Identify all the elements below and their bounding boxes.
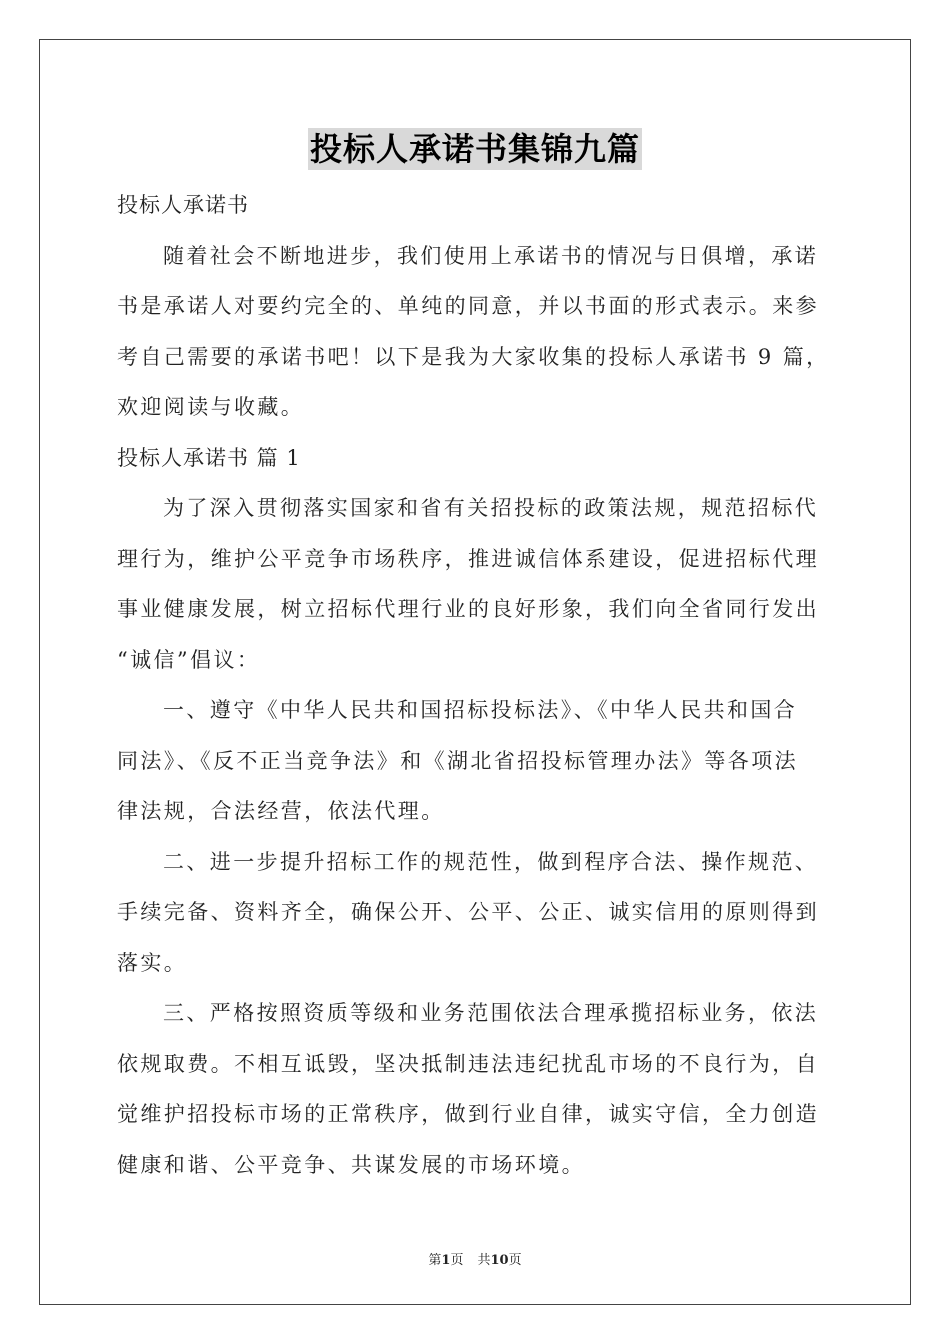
section-heading: 投标人承诺书 篇 1	[117, 445, 301, 470]
text-line: 随着社会不断地进步，我们使用上承诺书的情况与日俱增，承诺	[163, 243, 819, 268]
text-line: 觉维护招投标市场的正常秩序，做到行业自律，诚实守信，全力创造	[117, 1102, 819, 1126]
text-line: 同法》、《反不正当竞争法》和《湖北省招投标管理办法》等各项法	[117, 748, 798, 773]
text-line: 事业健康发展，树立招标代理行业的良好形象，我们向全省同行发出	[117, 597, 819, 621]
text-line: 考自己需要的承诺书吧！以下是我为大家收集的投标人承诺书 9 篇，	[117, 344, 830, 369]
page-suffix: 页	[450, 1253, 464, 1268]
text-line: 手续完备、资料齐全，确保公开、公平、公正、诚实信用的原则得到	[117, 900, 819, 924]
text-line: “诚信”倡议：	[117, 647, 261, 672]
section-heading: 投标人承诺书	[117, 193, 249, 217]
text-line: 欢迎阅读与收藏。	[117, 395, 305, 419]
total-page-count: 10	[490, 1253, 509, 1268]
text-line: 为了深入贯彻落实国家和省有关招投标的政策法规，规范招标代	[163, 496, 819, 520]
text-line: 书是承诺人对要约完全的、单纯的同意，并以书面的形式表示。来参	[117, 294, 819, 318]
text-line: 律法规，合法经营，依法代理。	[117, 799, 445, 823]
text-line: 一、遵守《中华人民共和国招标投标法》、《中华人民共和国合	[163, 698, 798, 722]
document-title: 投标人承诺书集锦九篇	[309, 130, 640, 168]
text-line: 二、进一步提升招标工作的规范性，做到程序合法、操作规范、	[163, 849, 819, 874]
page-footer	[0, 1249, 950, 1268]
text-line: 三、严格按照资质等级和业务范围依法合理承揽招标业务，依法	[163, 1001, 819, 1025]
text-line: 健康和谐、公平竞争、共谋发展的市场环境。	[117, 1152, 585, 1177]
current-page-number: 1	[441, 1253, 451, 1268]
text-line: 依规取费。不相互诋毁，坚决抵制违法违纪扰乱市场的不良行为，自	[117, 1051, 819, 1076]
text-line: 落实。	[117, 950, 188, 975]
title-container	[0, 128, 950, 170]
document-body	[117, 180, 833, 1190]
total-prefix: 共	[477, 1253, 491, 1268]
page-prefix: 第	[428, 1253, 442, 1268]
text-line: 理行为，维护公平竞争市场秩序，推进诚信体系建设，促进招标代理	[117, 546, 819, 571]
total-suffix: 页	[508, 1253, 522, 1268]
